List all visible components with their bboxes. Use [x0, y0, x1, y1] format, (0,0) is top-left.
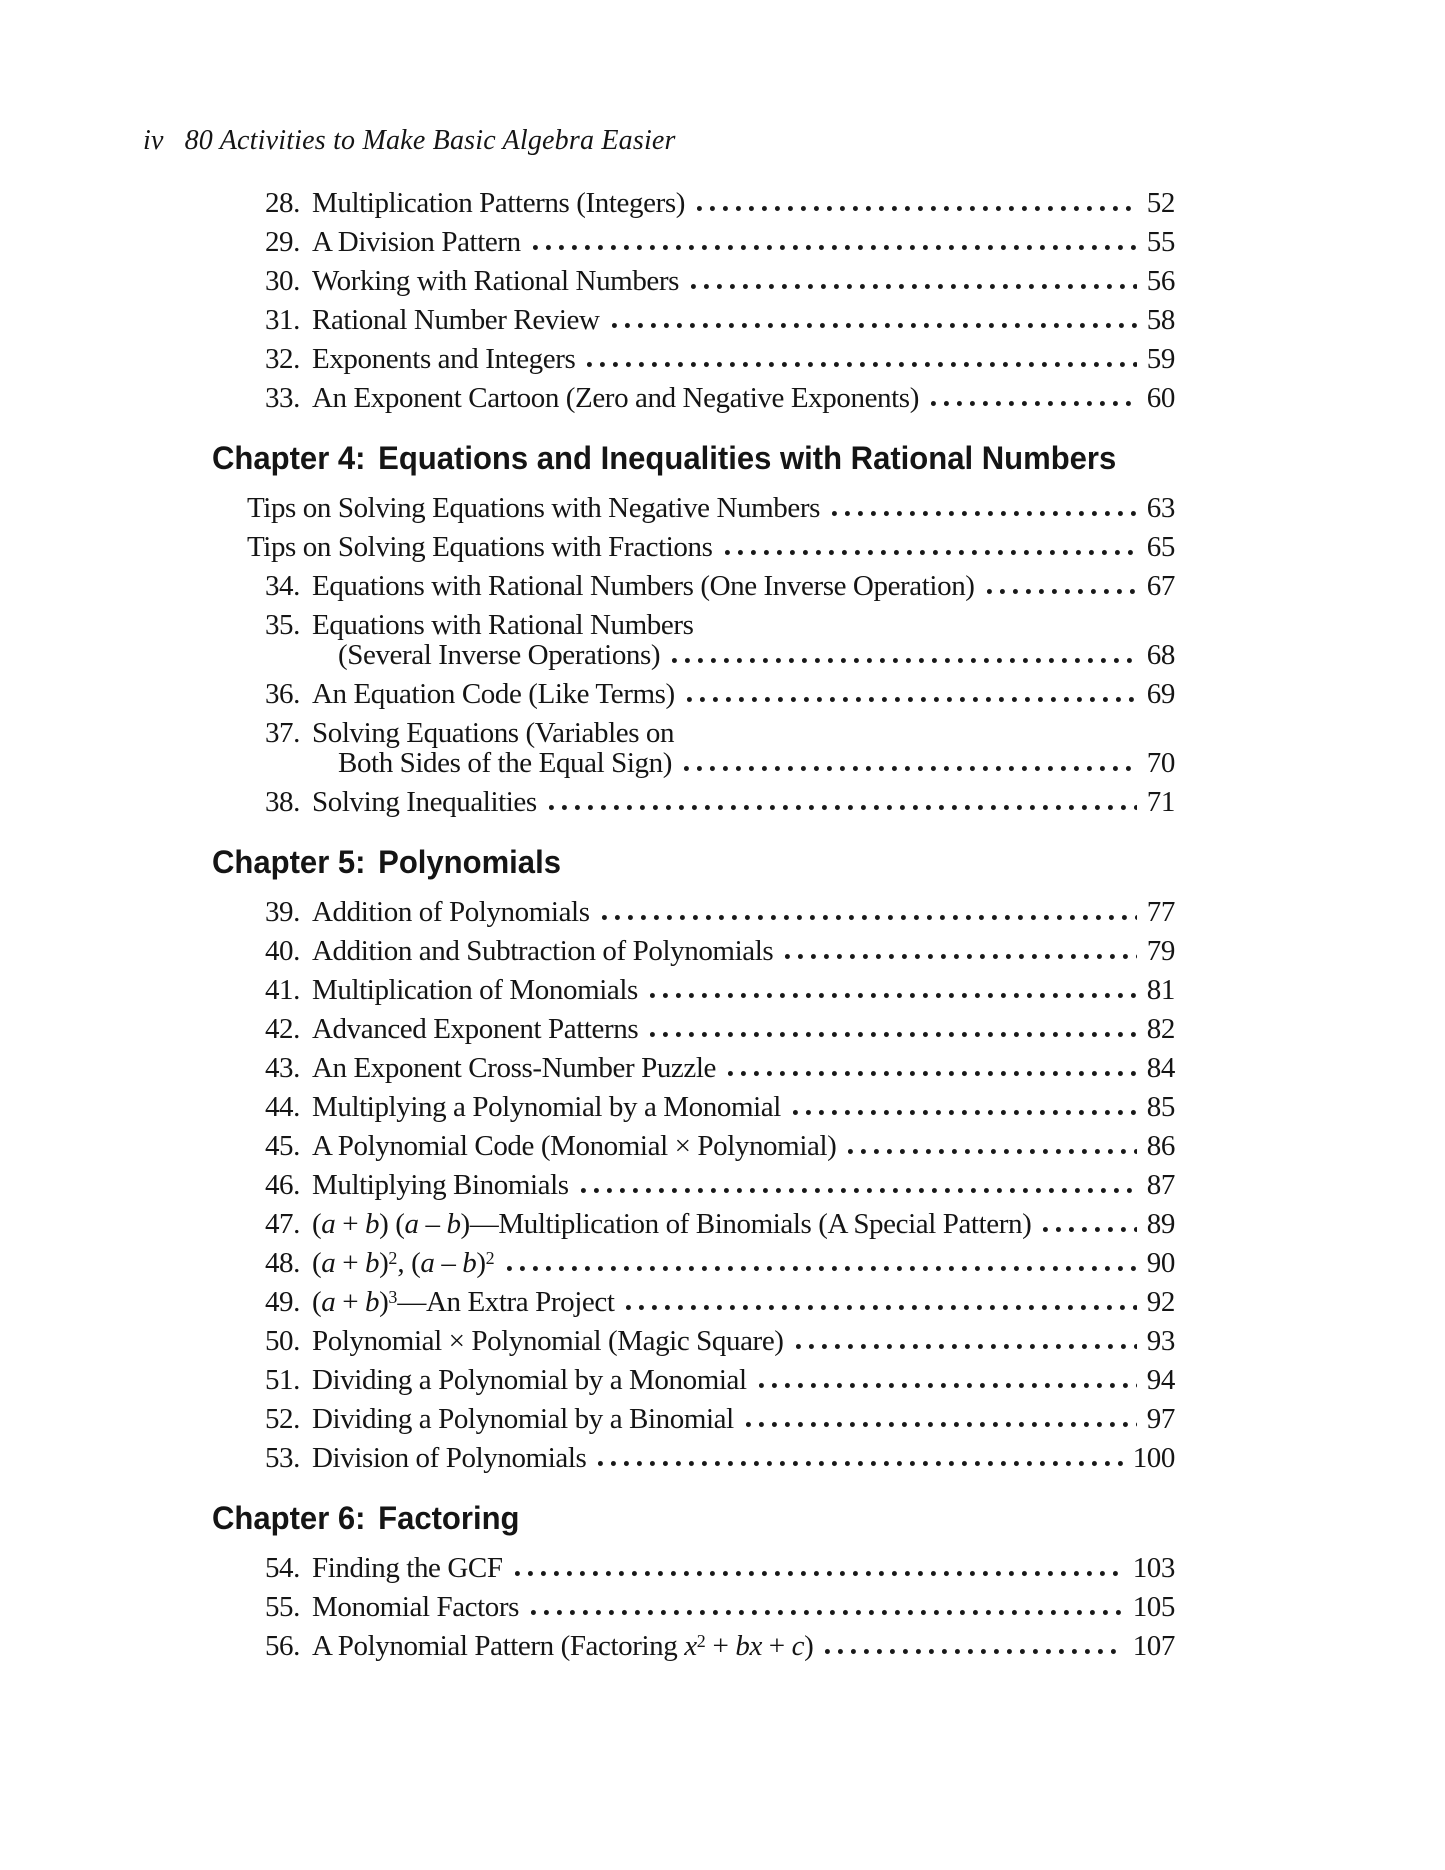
- entry-number: 31.: [264, 304, 300, 336]
- toc-entry: [247, 1404, 1175, 1434]
- entry-page-number: 58: [1146, 304, 1175, 336]
- toc-entry: [247, 1014, 1175, 1044]
- book-title: 80 Activities to Make Basic Algebra Easier: [184, 125, 676, 156]
- dot-leader: [759, 1381, 1137, 1390]
- entry-page-number: 82: [1146, 1013, 1175, 1045]
- dot-leader: [549, 803, 1137, 812]
- entry-title: An Equation Code (Like Terms): [312, 678, 675, 710]
- entry-number: 46.: [264, 1169, 300, 1201]
- dot-leader: [687, 695, 1137, 704]
- entry-page-number: 92: [1146, 1286, 1175, 1318]
- entry-page-number: 70: [1146, 747, 1175, 779]
- entry-number: 29.: [264, 226, 300, 258]
- chapter-number-label: Chapter 4:: [212, 440, 366, 476]
- entry-title: Multiplication Patterns (Integers): [312, 187, 685, 219]
- entry-title: Equations with Rational Numbers: [312, 609, 694, 641]
- entry-number: 35.: [264, 609, 300, 641]
- entry-page-number: 79: [1146, 935, 1175, 967]
- entry-title: Tips on Solving Equations with Negative Numbers: [247, 492, 821, 524]
- entry-title: Rational Number Review: [312, 304, 600, 336]
- dot-leader: [785, 952, 1137, 961]
- entry-page-number: 84: [1146, 1052, 1175, 1084]
- toc-entry: [247, 383, 1175, 413]
- toc-entry: [247, 1209, 1175, 1239]
- chapter-number-label: Chapter 5:: [212, 844, 366, 880]
- entry-number: 48.: [264, 1247, 300, 1279]
- toc-entry: [247, 787, 1175, 817]
- entry-number: 50.: [264, 1325, 300, 1357]
- entry-number: 40.: [264, 935, 300, 967]
- entry-title: Advanced Exponent Patterns: [312, 1013, 639, 1045]
- dot-leader: [1043, 1225, 1136, 1234]
- dot-leader: [533, 243, 1137, 252]
- dot-leader: [598, 1459, 1122, 1468]
- entry-page-number: 93: [1146, 1325, 1175, 1357]
- entry-title: Finding the GCF: [312, 1552, 503, 1584]
- entry-page-number: 56: [1146, 265, 1175, 297]
- toc-entry: [247, 1443, 1175, 1473]
- dot-leader: [684, 764, 1137, 773]
- entry-page-number: 105: [1132, 1591, 1175, 1623]
- entry-number: 30.: [264, 265, 300, 297]
- entry-number: 55.: [264, 1591, 300, 1623]
- dot-leader: [587, 360, 1136, 369]
- entry-number: 36.: [264, 678, 300, 710]
- chapter-title: Factoring: [378, 1500, 520, 1536]
- entry-title: Equations with Rational Numbers (One Inverse Operation): [312, 570, 975, 602]
- entry-title: Addition of Polynomials: [312, 896, 590, 928]
- toc-entry: [247, 1287, 1175, 1317]
- dot-leader: [650, 1030, 1137, 1039]
- table-of-contents: [212, 187, 1175, 1662]
- toc-entry: [247, 936, 1175, 966]
- entry-number: 45.: [264, 1130, 300, 1162]
- toc-entry: [247, 1053, 1175, 1083]
- entry-number: 33.: [264, 382, 300, 414]
- entry-title: Dividing a Polynomial by a Binomial: [312, 1403, 734, 1435]
- entry-page-number: 94: [1146, 1364, 1175, 1396]
- dot-leader: [832, 509, 1137, 518]
- entry-title: An Exponent Cross-Number Puzzle: [312, 1052, 716, 1084]
- entry-page-number: 97: [1146, 1403, 1175, 1435]
- entry-title: $(a + b)^2$, (a – b)$^2$: [312, 1247, 495, 1279]
- toc-entry: [247, 227, 1175, 257]
- entry-title-continuation: (Several Inverse Operations): [338, 639, 661, 671]
- toc-entry: [247, 897, 1175, 927]
- toc-entry: [247, 1092, 1175, 1122]
- dot-leader: [626, 1303, 1136, 1312]
- entry-page-number: 77: [1146, 896, 1175, 928]
- entry-title: Polynomial × Polynomial (Magic Square): [312, 1325, 784, 1357]
- entry-number: 39.: [264, 896, 300, 928]
- dot-leader: [931, 399, 1137, 408]
- entry-number: 44.: [264, 1091, 300, 1123]
- entry-page-number: 103: [1132, 1552, 1175, 1584]
- dot-leader: [602, 913, 1137, 922]
- entry-number: 32.: [264, 343, 300, 375]
- entry-title: A Polynomial Pattern (Factoring $x^2$ + bx + c): [312, 1630, 814, 1662]
- entry-page-number: 90: [1146, 1247, 1175, 1279]
- entry-title: Multiplying a Polynomial by a Monomial: [312, 1091, 781, 1123]
- entry-title: Division of Polynomials: [312, 1442, 587, 1474]
- dot-leader: [531, 1608, 1123, 1617]
- entry-title: Solving Equations (Variables on: [312, 717, 675, 749]
- entry-number: 28.: [264, 187, 300, 219]
- toc-entry-continuation: [247, 640, 1175, 670]
- entry-title: (a + b) (a – b)—Multiplication of Binomials (A Special Pattern): [312, 1208, 1032, 1240]
- entry-title: A Division Pattern: [312, 226, 521, 258]
- toc-entry: [247, 1170, 1175, 1200]
- toc-entry: [247, 1326, 1175, 1356]
- toc-entry-continuation: [247, 748, 1175, 778]
- entry-title: Addition and Subtraction of Polynomials: [312, 935, 774, 967]
- entry-title: Multiplying Binomials: [312, 1169, 569, 1201]
- dot-leader: [746, 1420, 1137, 1429]
- entry-page-number: 89: [1146, 1208, 1175, 1240]
- entry-page-number: 52: [1146, 187, 1175, 219]
- dot-leader: [825, 1647, 1122, 1656]
- entry-page-number: 68: [1146, 639, 1175, 671]
- entry-title: Working with Rational Numbers: [312, 265, 680, 297]
- entry-page-number: 87: [1146, 1169, 1175, 1201]
- entry-page-number: 60: [1146, 382, 1175, 414]
- entry-page-number: 55: [1146, 226, 1175, 258]
- toc-entry: [247, 571, 1175, 601]
- dot-leader: [672, 656, 1137, 665]
- entry-title: A Polynomial Code (Monomial × Polynomial): [312, 1130, 837, 1162]
- entry-page-number: 81: [1146, 974, 1175, 1006]
- toc-entry: [247, 679, 1175, 709]
- chapter-heading: [212, 1498, 1146, 1538]
- entry-page-number: 65: [1146, 531, 1175, 563]
- dot-leader: [515, 1569, 1123, 1578]
- page-header: [143, 124, 1445, 158]
- entry-number: 37.: [264, 717, 300, 749]
- entry-page-number: 63: [1146, 492, 1175, 524]
- toc-entry: [247, 1131, 1175, 1161]
- dot-leader: [725, 548, 1137, 557]
- entry-title-continuation: Both Sides of the Equal Sign): [338, 747, 672, 779]
- entry-page-number: 59: [1146, 343, 1175, 375]
- entry-number: 51.: [264, 1364, 300, 1396]
- toc-entry-unnumbered: [247, 532, 1175, 562]
- toc-entry: [247, 305, 1175, 335]
- entry-page-number: 67: [1146, 570, 1175, 602]
- toc-entry-unnumbered: [247, 493, 1175, 523]
- dot-leader: [650, 991, 1137, 1000]
- entry-number: 49.: [264, 1286, 300, 1318]
- entry-title: Solving Inequalities: [312, 786, 537, 818]
- entry-page-number: 69: [1146, 678, 1175, 710]
- toc-entry: [247, 266, 1175, 296]
- entry-page-number: 107: [1132, 1630, 1175, 1662]
- entry-page-number: 86: [1146, 1130, 1175, 1162]
- entry-number: 54.: [264, 1552, 300, 1584]
- dot-leader: [612, 321, 1137, 330]
- entry-page-number: 85: [1146, 1091, 1175, 1123]
- toc-entry: [247, 1248, 1175, 1278]
- dot-leader: [507, 1264, 1137, 1273]
- entry-number: 53.: [264, 1442, 300, 1474]
- chapter-title: Polynomials: [378, 844, 561, 880]
- entry-page-number: 100: [1132, 1442, 1175, 1474]
- entry-title: Dividing a Polynomial by a Monomial: [312, 1364, 747, 1396]
- dot-leader: [848, 1147, 1136, 1156]
- entry-title: $(a + b)^3—An$ Extra Project: [312, 1286, 615, 1318]
- dot-leader: [697, 204, 1137, 213]
- toc-entry: [247, 1365, 1175, 1395]
- chapter-heading: [212, 438, 1146, 478]
- entry-page-number: 71: [1146, 786, 1175, 818]
- toc-entry: [247, 1631, 1175, 1661]
- entry-number: 34.: [264, 570, 300, 602]
- toc-entry: [247, 610, 1175, 640]
- dot-leader: [691, 282, 1137, 291]
- folio-page-number: iv: [143, 125, 164, 156]
- entry-number: 47.: [264, 1208, 300, 1240]
- entry-title: Tips on Solving Equations with Fractions: [247, 531, 713, 563]
- toc-entry: [247, 718, 1175, 748]
- chapter-number-label: Chapter 6:: [212, 1500, 366, 1536]
- dot-leader: [581, 1186, 1137, 1195]
- entry-title: An Exponent Cartoon (Zero and Negative Exponents): [312, 382, 919, 414]
- toc-entry: [247, 975, 1175, 1005]
- dot-leader: [728, 1069, 1137, 1078]
- entry-number: 38.: [264, 786, 300, 818]
- toc-entry: [247, 1553, 1175, 1583]
- entry-number: 52.: [264, 1403, 300, 1435]
- toc-entry: [247, 344, 1175, 374]
- entry-number: 56.: [264, 1630, 300, 1662]
- entry-title: Monomial Factors: [312, 1591, 520, 1623]
- entry-title: Multiplication of Monomials: [312, 974, 638, 1006]
- entry-title: Exponents and Integers: [312, 343, 576, 375]
- toc-entry: [247, 188, 1175, 218]
- dot-leader: [796, 1342, 1137, 1351]
- chapter-heading: [212, 842, 1146, 882]
- chapter-title: Equations and Inequalities with Rational Numbers: [378, 440, 1117, 476]
- dot-leader: [793, 1108, 1137, 1117]
- entry-number: 43.: [264, 1052, 300, 1084]
- dot-leader: [987, 587, 1137, 596]
- entry-number: 41.: [264, 974, 300, 1006]
- entry-number: 42.: [264, 1013, 300, 1045]
- toc-entry: [247, 1592, 1175, 1622]
